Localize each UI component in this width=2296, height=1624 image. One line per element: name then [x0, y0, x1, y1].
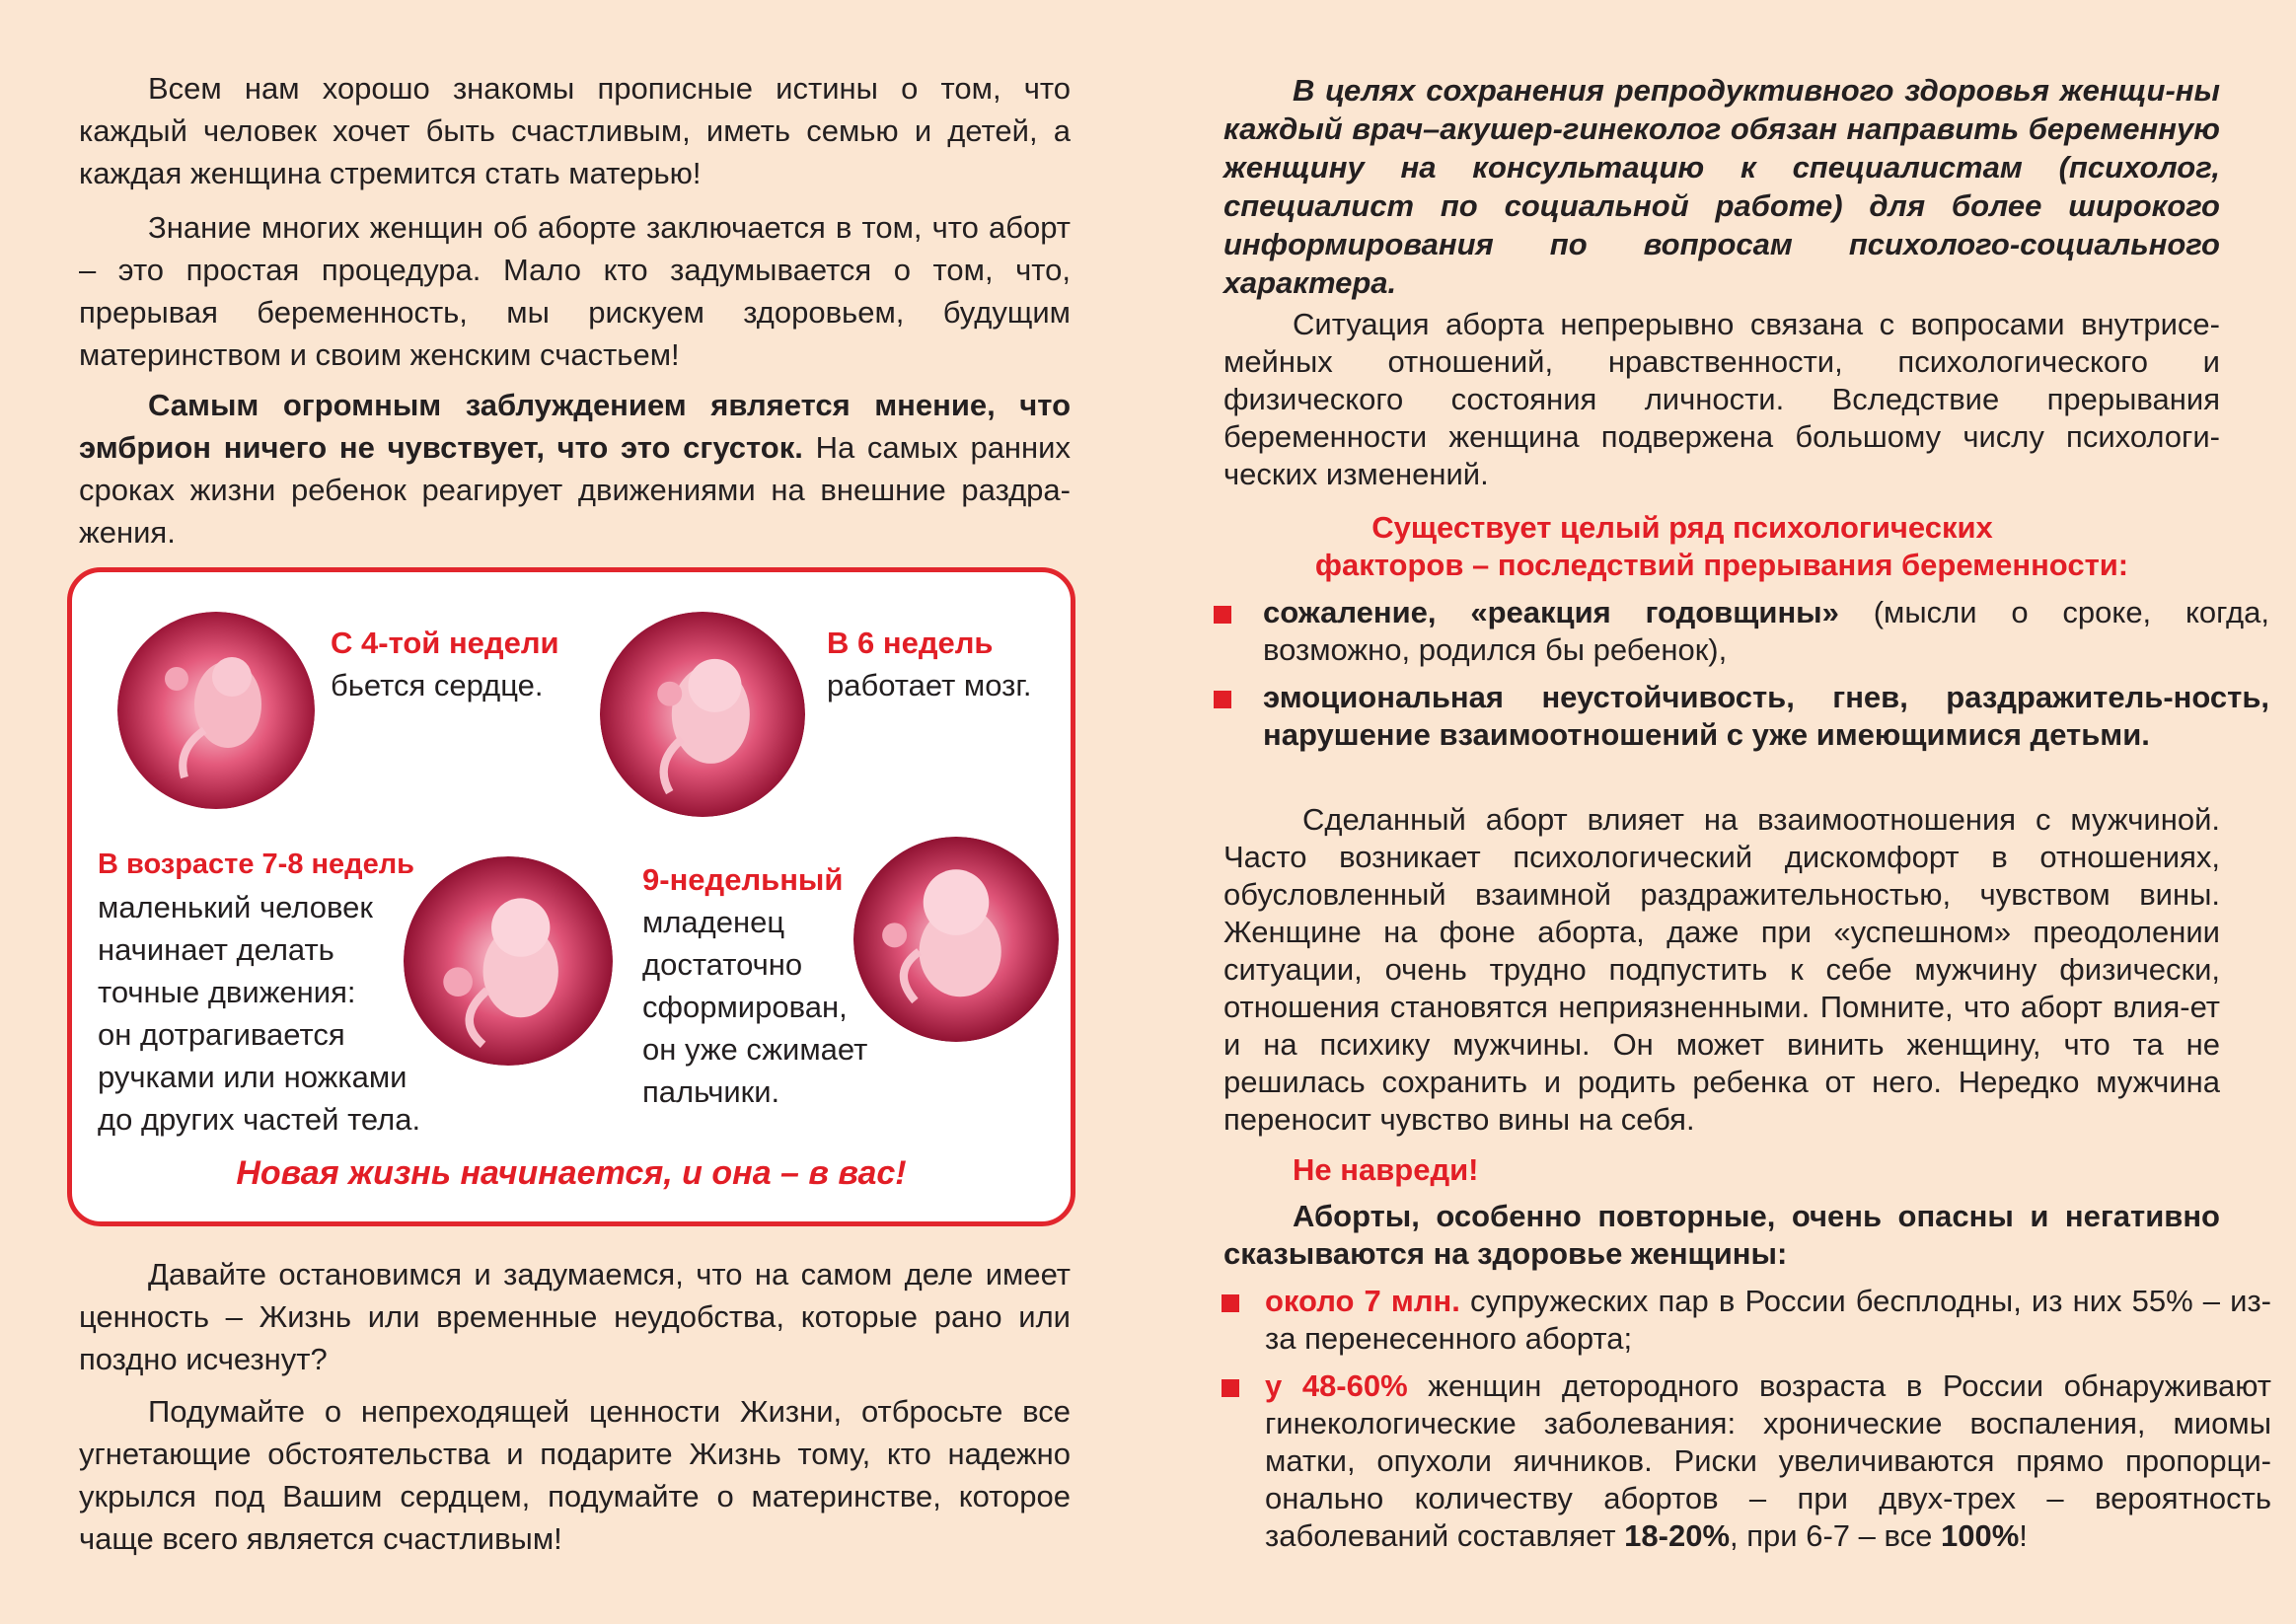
misconception-paragraph — [79, 384, 1071, 554]
dangers-paragraph: Аборты, особенно повторные, очень опасны и негативно сказываются на здоровье женщины: — [1223, 1199, 2220, 1271]
bullet-diseases-end: ! — [2019, 1518, 2028, 1553]
embryo-7-8-weeks-image — [404, 856, 613, 1066]
caption-6-weeks — [827, 622, 1031, 706]
caption-9-weeks-heading: 9-недельный — [642, 862, 844, 897]
caption-7-8-weeks-line: до других частей тела. — [98, 1102, 421, 1137]
bullet-diseases-text: женщин детородного возраста в России обнаруживают гинекологические заболевания: хронические воспаления, миомы матки, опухоли яичников. Риски увеличиваются прямо пропорци-онально количеству абортов – при двух-трех – вероятность заболеваний составляет — [1265, 1368, 2271, 1553]
misconception-bold: Самым огромным заблуждением является мнение, что эмбрион ничего не чувствует, что это сгусток. — [79, 388, 1071, 465]
caption-7-8-weeks-line: начинает делать — [98, 932, 334, 967]
embryo-9-weeks-image — [853, 837, 1059, 1042]
caption-9-weeks-line: он уже сжимает — [642, 1032, 868, 1067]
bullet-diseases — [1214, 1367, 2271, 1555]
relationship-paragraph: Сделанный аборт влияет на взаимоотношения с мужчиной. Часто возникает психологический дискомфорт в отношениях, обусловленный взаимной раздражительностью, чувством вины. Женщине на фоне аборта, даже при «успешном» преодолении ситуации, очень трудно подпустить к себе мужчину физически, отношения становятся неприязненными. Помните, что аборт влия-ет и на психику мужчины. Он может винить женщину, что та не решилась сохранить и родить ребенка от него. Нередко мужчина переносит чувство вины на себя. — [1223, 802, 2220, 1137]
caption-7-8-weeks — [98, 844, 420, 1141]
bullet-infertility-rest: супружеских пар в России бесплодны, из них 55% – из-за перенесенного аборта; — [1265, 1284, 2272, 1356]
bullet-marker — [1214, 691, 1231, 708]
caption-9-weeks-line: сформирован, — [642, 990, 848, 1024]
bullet-regret — [1214, 594, 2269, 669]
bullet-emotional — [1214, 679, 2269, 754]
intro-paragraph: Всем нам хорошо знакомы прописные истины о том, что каждый человек хочет быть счастливым, иметь семью и детей, а каждая женщина стремится стать матерью! — [79, 71, 1071, 190]
bullet-emotional-text: эмоциональная неустойчивость, гнев, раздражитель-ность, нарушение взаимоотношений с уже имеющимися детьми. — [1263, 680, 2269, 752]
bullet-diseases-text-2: , при 6-7 – все — [1730, 1518, 1941, 1553]
embryo-6-weeks-image — [600, 612, 805, 817]
bullet-infertility-highlight: около 7 млн. — [1265, 1284, 1460, 1318]
bullet-diseases-percent-1: 18-20% — [1624, 1518, 1731, 1553]
caption-7-8-weeks-line: маленький человек — [98, 890, 373, 924]
psych-factors-heading — [1223, 509, 2220, 584]
embryo-4-weeks-image — [117, 612, 315, 809]
bullet-infertility — [1214, 1283, 2271, 1358]
abortion-situation-paragraph: Ситуация аборта непрерывно связана с вопросами внутрисе-мейных отношений, нравственности, психологического и физического состояния личности. Вследствие прерывания беременности женщина подвержена большому числу психологи-ческих изменений. — [1223, 307, 2220, 491]
caption-9-weeks-line: пальчики. — [642, 1074, 780, 1109]
caption-4-weeks-text: бьется сердце. — [331, 668, 544, 702]
bullet-diseases-percent-2: 100% — [1940, 1518, 2020, 1553]
caption-4-weeks-heading: С 4-той недели — [331, 626, 559, 660]
bullet-marker — [1214, 606, 1231, 624]
value-of-life-paragraph: Подумайте о непреходящей ценности Жизни, отбросьте все угнетающие обстоятельства и подарите Жизнь тому, кто надежно укрылся под Вашим сердцем, подумайте о материнстве, которое чаще всего является счастливым! — [79, 1394, 1071, 1556]
referral-paragraph: В целях сохранения репродуктивного здоровья женщи-ны каждый врач–акушер-гинеколог обязан направить беременную женщину на консультацию к специалистам (психолог, специалист по социальной работе) для более широкого информирования по вопросам психолого-социального характера. — [1223, 73, 2220, 300]
do-no-harm-heading: Не навреди! — [1293, 1152, 1479, 1187]
embryo-development-panel — [67, 567, 1075, 1226]
misconception-rest: На самых ранних сроках жизни ребенок реагирует движениями на внешние раздра-жения. — [79, 430, 1071, 550]
bullet-diseases-highlight: у 48-60% — [1265, 1368, 1408, 1403]
bullet-marker — [1222, 1294, 1239, 1312]
caption-6-weeks-text: работает мозг. — [827, 668, 1032, 702]
panel-slogan: Новая жизнь начинается, и она – в вас! — [236, 1154, 907, 1192]
caption-9-weeks — [642, 858, 867, 1113]
caption-7-8-weeks-line: точные движения: — [98, 975, 356, 1009]
caption-9-weeks-line: младенец — [642, 905, 785, 939]
caption-4-weeks — [331, 622, 559, 706]
psych-factors-heading-line2: факторов – последствий прерывания беременности: — [1314, 548, 2129, 582]
bullet-regret-rest: (мысли о сроке, когда, возможно, родился бы ребенок), — [1263, 595, 2269, 667]
caption-9-weeks-line: достаточно — [642, 947, 803, 982]
caption-6-weeks-heading: В 6 недель — [827, 626, 994, 660]
caption-7-8-weeks-line: он дотрагивается — [98, 1017, 345, 1052]
reflection-paragraph: Давайте остановимся и задумаемся, что на самом деле имеет ценность – Жизнь или временные неудобства, которые рано или поздно исчезнут? — [79, 1257, 1071, 1376]
bullet-marker — [1222, 1379, 1239, 1397]
psych-factors-heading-line1: Существует целый ряд психологических — [1371, 510, 1993, 545]
caption-7-8-weeks-line: ручками или ножками — [98, 1060, 407, 1094]
caption-7-8-weeks-heading: В возрасте 7-8 недель — [98, 849, 414, 880]
bullet-regret-bold: сожаление, «реакция годовщины» — [1263, 595, 1839, 629]
abortion-knowledge-paragraph: Знание многих женщин об аборте заключается в том, что аборт – это простая процедура. Мало кто задумывается о том, что, прерывая беременность, мы рискуем здоровьем, будущим материнством и своим женским счастьем! — [79, 210, 1071, 372]
